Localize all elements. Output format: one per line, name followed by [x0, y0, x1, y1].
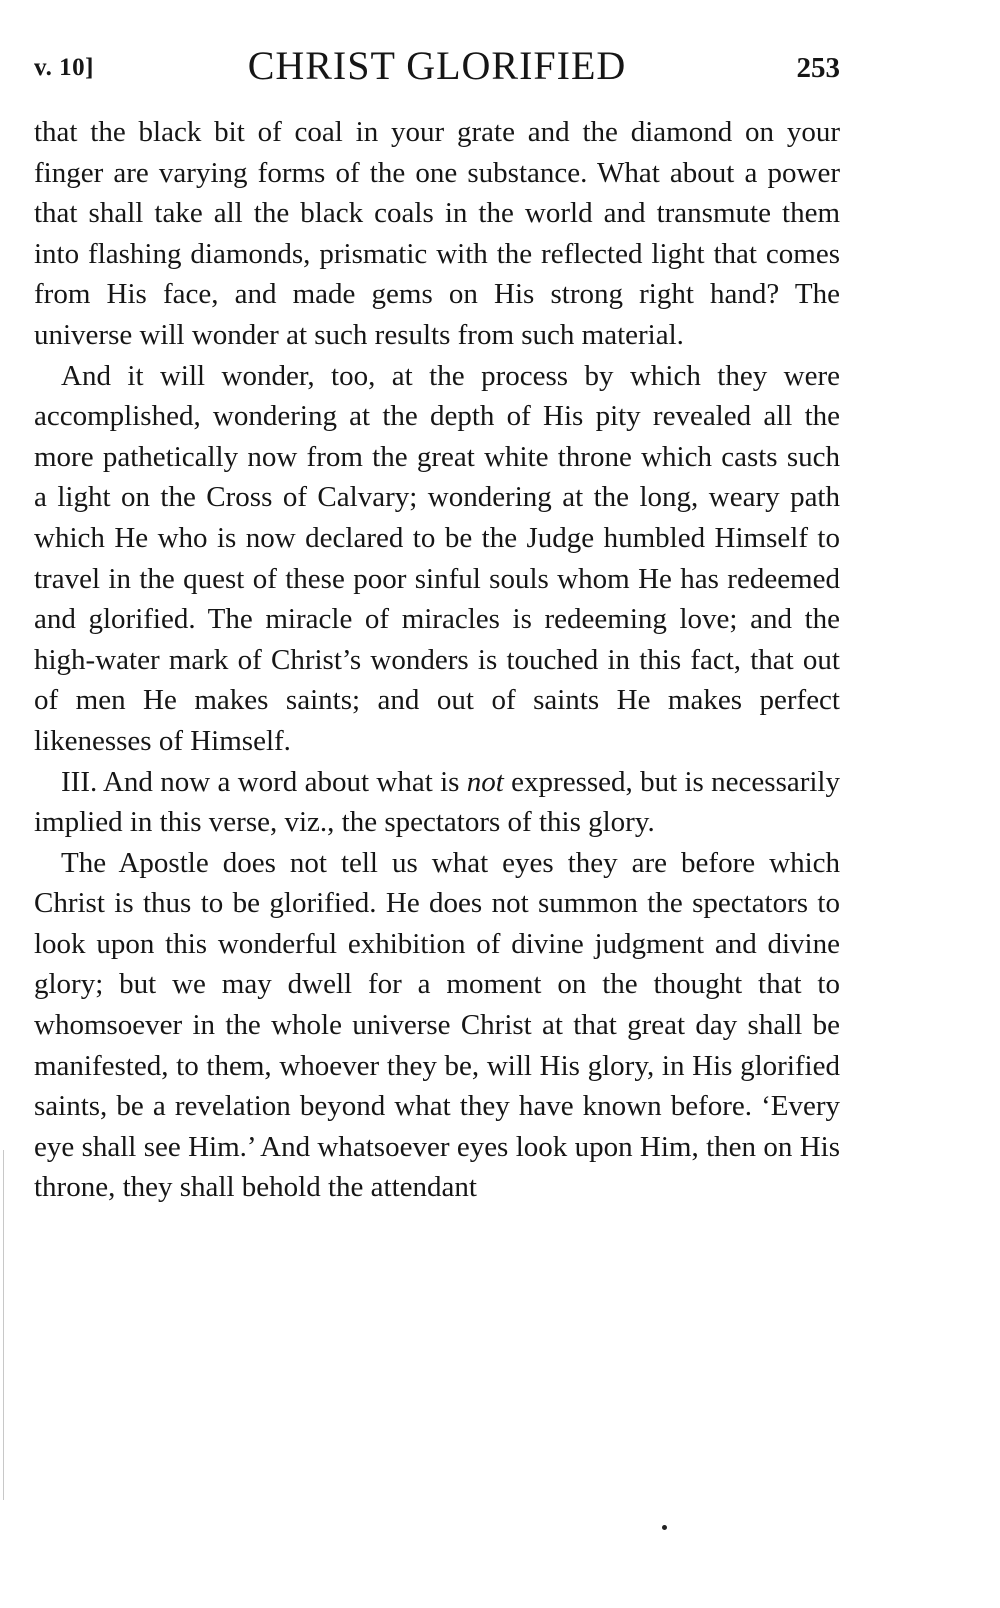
page-number: 253	[796, 52, 840, 84]
paragraph-3	[34, 762, 840, 843]
chapter-title: CHRIST GLORIFIED	[247, 43, 627, 88]
gutter-shadow	[3, 1150, 4, 1500]
emphasis-not: not	[466, 765, 504, 798]
paragraph-2: And it will wonder, too, at the process by which they were accomplished, wondering at the depth of His pity revealed all the more pathetically now from the great white throne which casts such a light on the Cross of Calvary; wondering at the long, weary path which He who is now declared to be the Judge humbled Himself to travel in the quest of these poor sinful souls whom He has redeemed and glorified. The miracle of miracles is redeeming love; and the high-water mark of Christ’s wonders is touched in this fact, that out of men He makes saints; and out of saints He makes perfect likenesses of Himself.	[34, 359, 840, 757]
verse-reference: v. 10]	[34, 54, 94, 81]
running-head	[34, 40, 840, 96]
paragraph-1: that the black bit of coal in your grate and the diamond on your finger are varying forms of the one substance. What about a power that shall take all the black coals in the world and transmute them into flashing diamonds, prismatic with the reflected light that comes from His face, and made gems on His strong right hand? The universe will wonder at such results from such material.	[34, 116, 840, 351]
paragraph-4: The Apostle does not tell us what eyes they are before which Christ is thus to be glorified. He does not summon the spectators to look upon this wonderful exhibition of divine judgment and divine glory; but we may dwell for a moment on the thought that to whomsoever in the whole universe Christ at that great day shall be manifested, to them, whoever they be, will His glory, in His glorified saints, be a revelation beyond what they have known before. ‘Every eye shall see Him.’ And whatsoever eyes look upon Him, then on His throne, they shall behold the attendant	[34, 846, 840, 1204]
paragraph-3-rest: expressed, but is necessarily implied in this verse, viz., the spectators of this glory.	[34, 765, 840, 839]
paragraph-3-lead: III. And now a word about what is	[61, 765, 467, 798]
ink-speck	[662, 1525, 667, 1530]
body-text	[34, 112, 840, 1208]
